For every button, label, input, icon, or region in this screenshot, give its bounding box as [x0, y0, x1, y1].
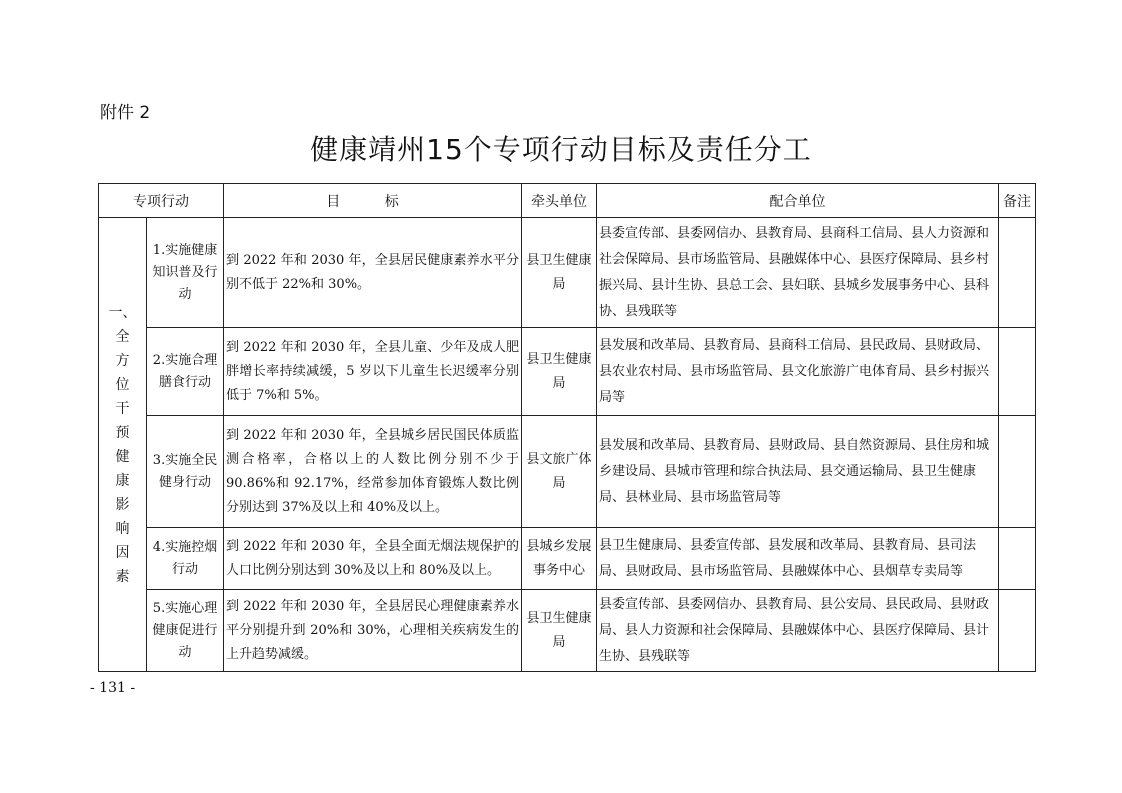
- category-char: 一、: [108, 304, 137, 321]
- action-coop: 县委宣传部、县委网信办、县教育局、县公安局、县民政局、县财政局、县人力资源和社会保障局、县融媒体中心、县医疗保障局、县计生协、县残联等: [597, 590, 999, 672]
- header-coop: 配合单位: [597, 184, 999, 218]
- responsibility-table: [98, 183, 1036, 672]
- category-char: 全: [115, 328, 130, 345]
- action-coop: 县发展和改革局、县教育局、县财政局、县自然资源局、县住房和城乡建设局、县城市管理和综合执法局、县交通运输局、县卫生健康局、县林业局、县市场监管局等: [597, 416, 999, 528]
- header-lead: 牵头单位: [522, 184, 597, 218]
- header-goal-text: 目 标: [326, 193, 419, 210]
- action-coop: 县发展和改革局、县教育局、县商科工信局、县民政局、县财政局、县农业农村局、县市场监管局、县文化旅游广电体育局、县乡村振兴局等: [597, 328, 999, 416]
- action-name: 1.实施健康知识普及行动: [147, 218, 224, 328]
- header-goal: [224, 184, 522, 218]
- category-char: 预: [115, 424, 130, 441]
- table-row: [99, 218, 1036, 328]
- category-char: 方: [115, 352, 130, 369]
- category-label: [101, 301, 144, 589]
- action-goal: 到 2022 年和 2030 年，全县居民健康素养水平分别不低于 22%和 30%。: [224, 218, 522, 328]
- action-lead: 县文旅广体局: [522, 416, 597, 528]
- table-row: [99, 416, 1036, 528]
- action-goal: 到 2022 年和 2030 年，全县儿童、少年及成人肥胖增长率持续减缓，5 岁以下儿童生长迟缓率分别低于 7%和 5%。: [224, 328, 522, 416]
- table-header-row: [99, 184, 1036, 218]
- attachment-label: 附件 2: [100, 103, 151, 123]
- category-char: 影: [115, 496, 130, 513]
- document-title: 健康靖州15个专项行动目标及责任分工: [310, 133, 812, 166]
- action-lead: 县卫生健康局: [522, 218, 597, 328]
- category-char: 位: [115, 376, 130, 393]
- action-name: 4.实施控烟行动: [147, 528, 224, 590]
- category-char: 素: [115, 568, 130, 585]
- action-lead: 县城乡发展事务中心: [522, 528, 597, 590]
- action-lead: 县卫生健康局: [522, 328, 597, 416]
- category-char: 因: [115, 544, 130, 561]
- action-lead: 县卫生健康局: [522, 590, 597, 672]
- table-row: [99, 328, 1036, 416]
- action-note: [999, 218, 1036, 328]
- action-note: [999, 416, 1036, 528]
- action-note: [999, 528, 1036, 590]
- action-coop: 县卫生健康局、县委宣传部、县发展和改革局、县教育局、县司法局、县财政局、县市场监管局、县融媒体中心、县烟草专卖局等: [597, 528, 999, 590]
- table-row: [99, 528, 1036, 590]
- header-action: 专项行动: [99, 184, 224, 218]
- category-cell: [99, 218, 147, 672]
- category-char: 健: [115, 448, 130, 465]
- category-char: 干: [115, 400, 130, 417]
- category-char: 响: [115, 520, 130, 537]
- action-name: 3.实施全民健身行动: [147, 416, 224, 528]
- action-note: [999, 328, 1036, 416]
- category-char: 康: [115, 472, 130, 489]
- action-coop: 县委宣传部、县委网信办、县教育局、县商科工信局、县人力资源和社会保障局、县市场监管局、县融媒体中心、县医疗保障局、县乡村振兴局、县计生协、县总工会、县妇联、县城乡发展事务中心、县科协、县残联等: [597, 218, 999, 328]
- header-note: 备注: [999, 184, 1036, 218]
- table-row: [99, 590, 1036, 672]
- page-number: - 131 -: [90, 680, 136, 696]
- action-goal: 到 2022 年和 2030 年，全县城乡居民国民体质监测合格率，合格以上的人数比例分别不少于 90.86%和 92.17%，经常参加体育锻炼人数比例分别达到 37%及以上和 40%及以上。: [224, 416, 522, 528]
- action-name: 5.实施心理健康促进行动: [147, 590, 224, 672]
- action-name: 2.实施合理膳食行动: [147, 328, 224, 416]
- action-goal: 到 2022 年和 2030 年，全县居民心理健康素养水平分别提升到 20%和 30%，心理相关疾病发生的上升趋势减缓。: [224, 590, 522, 672]
- action-goal: 到 2022 年和 2030 年，全县全面无烟法规保护的人口比例分别达到 30%及以上和 80%及以上。: [224, 528, 522, 590]
- action-note: [999, 590, 1036, 672]
